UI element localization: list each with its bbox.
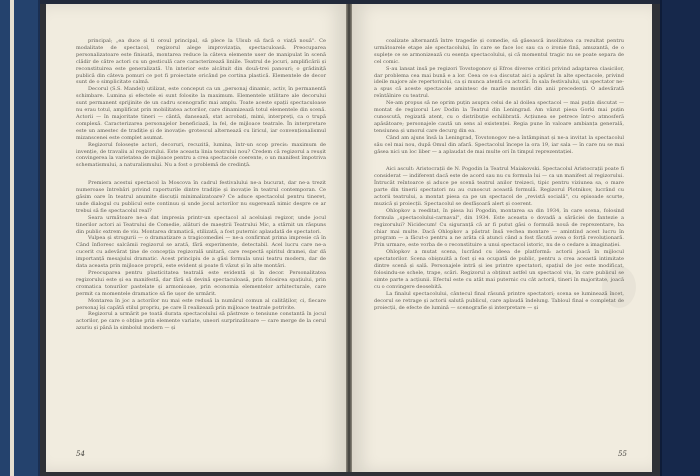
page-number: 55 xyxy=(618,450,627,458)
paragraph: Ohlopkov a reeditat, în piesa lui Pogodin, montarea sa din 1934, în care scena, folosind formula „spectacolului-carnaval", din 1934. Este aceasta o dovadă a sărăciei de fantezie a regizorului? Nicidecum! Cu siguranță că ar fi putut găsi o formulă nouă de reprezentare, ba chiar mai multe. Dacă Ohlopkov a păstrat însă vechea montare — amintind acest lucru în program — a făcut-o pentru a ne arăta că atunci când a fost făcută avea o forță revoluționară. Prin urmare, este vorba de o reconstituire a unui spectacol istoric, nu de o cedare a imaginației. xyxy=(374,207,624,249)
paragraph: Seara următoare ne-a dat impresia printr-un spectacol al aceluiași regizor, unde jocul tinerilor actori ai Teatrului de Comedie, alături de maeștrii Teatrului Mic, a stârnit un răspuns din public extrem de viu. Montarea dramatică, stilizată, a fost puternic aplaudată de spectatori. xyxy=(76,214,326,235)
paragraph: Preocuparea pentru plasticitatea teatrală este evidentă și în decor. Personalitatea regizorului este și ea manifestă, dar fără să devină spectaculoasă, prin folosirea spațiului, prin cromatica tonurilor pastelate și armonioase, prin economia elementelor arhitecturale, care permit ca momentele dramatice să fie ușor de urmărit. xyxy=(76,270,326,297)
paragraph: coalizate alternantă între tragedie și comedie, să găsească insolitatea ca rezultat pentru următoarele etape ale spectacolului, în care se face loc sau ca o ironie fină, amuzantă, de o suplețe ce se armonizează cu esența spectacolului, și că momentul tragic nu se poate separa de cel comic. xyxy=(374,38,624,65)
paragraph: Ne-am propus să ne oprim puțin asupra celui de al doilea spectacol — mai puțin discutat — montat de regizorul Lev Dodin la Teatrul din Leningrad. Am văzut piesa Gorki mai puțin cunoscută, regizată atent, cu o distribuție echilibrată. Acțiunea se petrece într-o atmosferă apăsătoare; personajele caută un sens al existenței. Regia pune în valoare ambianța generală, tensiunea și umorul care decurg din ea. xyxy=(374,100,624,134)
paragraph: Regizorul folosește actori, decoruri, recuzită, lumina, într-un scop precis: maximum de invenție, de travaliu al regizorului. Este aceasta linia teatrului nou? Credem că regizorul a reușit convingerea la varietatea de mijloace pentru a crea spectacole coerente, o un manifest împotriva schematismului, a naturalismului. Nu a fost o problemă de credință. xyxy=(76,141,326,169)
left-cover-edge xyxy=(10,0,14,476)
right-page xyxy=(352,4,652,472)
paragraph: Decorul (S.S. Mandel) utilizat, este conceput ca un „personaj dinamic, activ, în permanentă schimbare. Lumina și efectele ei sunt folosite la maximum. Elementele utilitare ale decorului sunt permanent sprijinite de un cadru scenografic mai amplu. Toate aceste spații spectaculoase nu erau totul, amplificat prin mobilitatea actorilor, care dinamizează totul elementele din scenă. Actorii — în majoritate tineri — cântă, dansează, stat acrobați, mimi, interpreți, ca o trupă complexă. Caracterizarea personajelor beneficiază, la fel, de mijloace teatrale. În interpretare este un amestec de tradiție și de inovație: grotescul alternează cu liricul, iar convenționalismul mizanscenei este complet asumat. xyxy=(76,86,326,141)
paragraph: S-au lansat insă pe regizori Tovstogonov și Efros diverse critici privind adaptarea clasicilor, dar problema cea mai bună e a lor. Ceea ce s-a discutat aici a apărut în alte spectacole, privind ideile majore ale repertoriului, ca și munca atentă cu actorii. În sala festivalului, un spectator ne-a spus că aceste spectacole amintesc de marile montări din anii precedenți. O adevărată reîntâlnire cu teatrul. xyxy=(374,65,624,100)
paragraph: La finalul spectacolului, cântecul final răsună printre spectatori; scena se luminează încet, decorul se retrage și actorii salută publicul, care aplaudă îndelung. Tabloul final e completat de proiecții, de efecte de lumină — scenografie și interpretare — și xyxy=(374,290,624,311)
paragraph: Ohlopkov a mutat scena, lucrând cu ideea de platformă: actorii joacă în mijlocul spectatorilor. Scena obișnuită a fost și ea ocupată de public, pentru a crea această intimitate dintre scenă și sală. Personajele intră și ies printre spectatori, spațiul de joc este modificat, folosindu-se schele, trape, scări. Regizorul a obținut astfel un spectacol viu, în care publicul se simte parte a acțiunii. Efectul este cu atât mai puternic cu cât actorii, tineri în majoritate, joacă cu o convingere deosebită. xyxy=(374,249,624,290)
left-page xyxy=(46,4,346,472)
paragraph: Vulpea și strugurii — o dramatizare a tragicomediei — ne-a confirmat prima impresie că în Când înfloresc salcâmii regizorul se arată, fără experimente, detectabil. Acel lucru care ne-a cucerit cu adevărat ține de concepția regizorală unitară, care respectă spiritul dramei, dar dă importanță mesajului dramatic. Acest principiu de a găsi formula unui teatru modern, dar de data aceasta prin mijloace proprii, este evident și poate fi văzut și în alte montări. xyxy=(76,235,326,270)
left-cover xyxy=(0,0,40,476)
paragraph: Când am ajuns însă la Leningrad, Tovstonogov ne-a întâmpinat și ne-a invitat la spectacolul său cel mai nou, după Omul din afară. Spectacolul începe la ora 19, iar sala — în care nu se mai găsea nici un loc liber — a aplaudat de mai multe ori în timpul reprezentației. xyxy=(374,134,624,155)
paragraph: Regizorul a urmărit pe toată durata spectacolului să păstreze o tensiune constantă în jocul actorilor, pe care o obține prin elemente variate, uneori surprinzătoare — care merge de la cerul azuriu și până la simbolul modern — și xyxy=(76,311,326,332)
paragraph: Aici ascult: Aristocrații de N. Pogodin la Teatrul Maiakovski. Spectacolul Aristocrații poate fi considerat — indiferent dacă este de acord sau nu cu formula lui — ca un manifest al regizorului. Întrucât reîntoarce și aduce pe scenă teatrul anilor treizeci, tipic pentru viziunea sa, o mare parte din tinerii spectatori nu au cunoscut această formulă. Regizorul Plotnikov, lucrând cu actorii teatrului, a montat piesa ca pe un spectacol de „revistă socială", cu episoade scurte, muzică și proiecții. Spectacolul se desfășoară alert și coerent. xyxy=(374,166,624,207)
section-gap xyxy=(76,169,326,180)
page-number: 54 xyxy=(76,450,85,458)
right-page-text xyxy=(374,38,624,311)
paragraph: Premiera acestui spectacol la Moscova în cadrul festivalului ne-a bucurat, dar ne-a trezit numeroase întrebări privind raporturile dintre tradiție și inovație în teatrul contemporan. Ce găsim oare în teatrul anumite discuții minimalizatoare? Ce aduce spectacolul pentru tineret, unde dialogul cu publicul este continuu și unde jocul actorilor nu sugerează nimic despre ce ar trebui să fie spectacolul real? xyxy=(76,180,326,214)
section-gap xyxy=(374,155,624,166)
paragraph: principal; „ea duce și ti oroul principal, să plece la Ulsub să facă o viață nouă". Ce modalitate de spectacol, regizorul alege improvizația, spectaculoasă. Preocuparea personalizatoare este finisată, montarea reduce la câteva elemente user de manipulat în scenă clădir de către actori cu un gesticulă care caracterizează liniile. Teatrul de jocuri, amplificării și reconstituirea este generalizată. Un interior este alcătuit din două-trei panouri; o grădiniță publică din câteva pomuri ce pot fi proiectate oricând pe cortina plastică. Elementele de decor sunt de o simplicitate calmă. xyxy=(76,38,326,86)
left-page-text xyxy=(76,38,326,332)
paragraph: Montarea în joc a actorilor nu mai este redusă la numărul comun al calităților, ci, fiecare personaj își capătă stilul propriu, pe care îl realizează prin mijloace teatrale potrivite. xyxy=(76,297,326,311)
right-cover xyxy=(660,0,700,476)
